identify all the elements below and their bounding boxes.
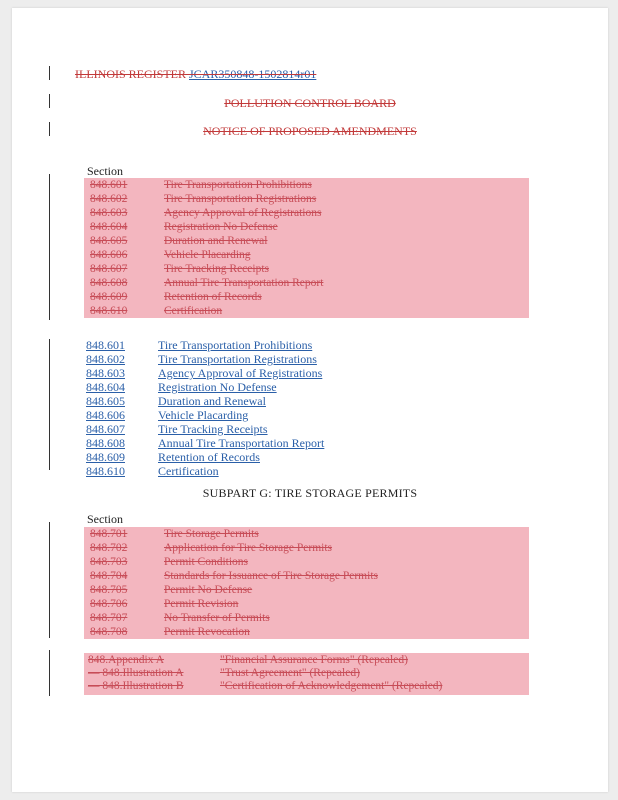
section-title: Permit No Defense — [164, 584, 253, 596]
revision-bar — [49, 650, 50, 696]
section-title: Vehicle Placarding — [164, 249, 251, 261]
section-number: 848.702 — [90, 542, 128, 554]
section-number: 848.602 — [90, 193, 128, 205]
revision-bar — [49, 66, 50, 80]
appendix-title: "Certification of Acknowledgement" (Repealed) — [220, 680, 443, 692]
register-header — [75, 67, 316, 82]
section-number: 848.605 — [90, 235, 128, 247]
section-number: 848.701 — [90, 528, 128, 540]
section-number: 848.605 — [86, 394, 125, 408]
section-number: 848.603 — [90, 207, 128, 219]
deleted-section-list — [84, 178, 529, 318]
section-number: 848.707 — [90, 612, 128, 624]
section-title: Tire Transportation Prohibitions — [158, 338, 313, 352]
deleted-appendix-list — [84, 653, 529, 695]
appendix-title: "Financial Assurance Forms" (Repealed) — [220, 654, 408, 666]
section-title: Retention of Records — [158, 450, 260, 464]
section-title: Certification — [164, 305, 223, 317]
section-number: 848.704 — [90, 570, 128, 582]
section-title: Certification — [158, 464, 219, 478]
section-number: 848.604 — [86, 380, 125, 394]
section-title: Tire Tracking Receipts — [164, 263, 269, 275]
section-title: Tire Storage Permits — [164, 528, 259, 540]
section-title: Application for Tire Storage Permits — [164, 542, 333, 554]
section-title: Registration No Defense — [158, 380, 277, 394]
appendix-title: "Trust Agreement" (Repealed) — [220, 667, 360, 679]
deleted-section-list — [84, 527, 529, 639]
inserted-section-list — [84, 338, 384, 478]
section-number: 848.705 — [90, 584, 128, 596]
section-number: 848.601 — [86, 338, 125, 352]
list-item — [84, 667, 529, 681]
register-title: ILLINOIS REGISTER — [75, 67, 186, 81]
document-page — [12, 8, 608, 792]
section-number: 848.607 — [86, 422, 125, 436]
section-title: Permit Revocation — [164, 626, 250, 638]
appendix-number: — 848.Illustration B — [88, 680, 184, 692]
section-title: Tire Tracking Receipts — [158, 422, 268, 436]
section-title: Tire Transportation Prohibitions — [164, 179, 312, 191]
section-number: 848.708 — [90, 626, 128, 638]
section-number: 848.609 — [90, 291, 128, 303]
section-number: 848.610 — [86, 464, 125, 478]
section-label: Section — [87, 512, 123, 526]
revision-bar — [49, 174, 50, 320]
section-title: Registration No Defense — [164, 221, 278, 233]
document-id: JCAR350848-1502814r01 — [189, 67, 317, 81]
section-title: Duration and Renewal — [164, 235, 268, 247]
section-title: Vehicle Placarding — [158, 408, 249, 422]
section-title: Agency Approval of Registrations — [158, 366, 323, 380]
section-number: 848.606 — [86, 408, 125, 422]
revision-bar — [49, 339, 50, 470]
section-number: 848.610 — [90, 305, 128, 317]
section-number: 848.606 — [90, 249, 128, 261]
section-label: Section — [87, 164, 123, 178]
section-title: No Transfer of Permits — [164, 612, 270, 624]
subpart-heading: SUBPART G: TIRE STORAGE PERMITS — [202, 486, 418, 500]
section-number: 848.706 — [90, 598, 128, 610]
section-title: Permit Revision — [164, 598, 239, 610]
section-title: Permit Conditions — [164, 556, 249, 568]
section-number: 848.604 — [90, 221, 128, 233]
board-title: POLLUTION CONTROL BOARD — [224, 96, 396, 110]
section-title: Annual Tire Transportation Report — [164, 277, 324, 289]
list-item — [84, 654, 529, 668]
section-title: Tire Transportation Registrations — [158, 352, 317, 366]
section-title: Tire Transportation Registrations — [164, 193, 317, 205]
section-number: 848.602 — [86, 352, 125, 366]
appendix-number: — 848.Illustration A — [88, 667, 184, 679]
section-title: Duration and Renewal — [158, 394, 266, 408]
revision-bar — [49, 522, 50, 638]
list-item — [84, 680, 529, 694]
section-number: 848.608 — [86, 436, 125, 450]
section-title: Retention of Records — [164, 291, 262, 303]
section-number: 848.601 — [90, 179, 128, 191]
section-title: Agency Approval of Registrations — [164, 207, 322, 219]
section-title: Standards for Issuance of Tire Storage Permits — [164, 570, 378, 582]
section-title: Annual Tire Transportation Report — [158, 436, 325, 450]
section-number: 848.608 — [90, 277, 128, 289]
section-number: 848.607 — [90, 263, 128, 275]
section-number: 848.609 — [86, 450, 125, 464]
section-number: 848.703 — [90, 556, 128, 568]
appendix-number: 848.Appendix A — [88, 654, 165, 666]
notice-title: NOTICE OF PROPOSED AMENDMENTS — [203, 124, 417, 138]
section-number: 848.603 — [86, 366, 125, 380]
